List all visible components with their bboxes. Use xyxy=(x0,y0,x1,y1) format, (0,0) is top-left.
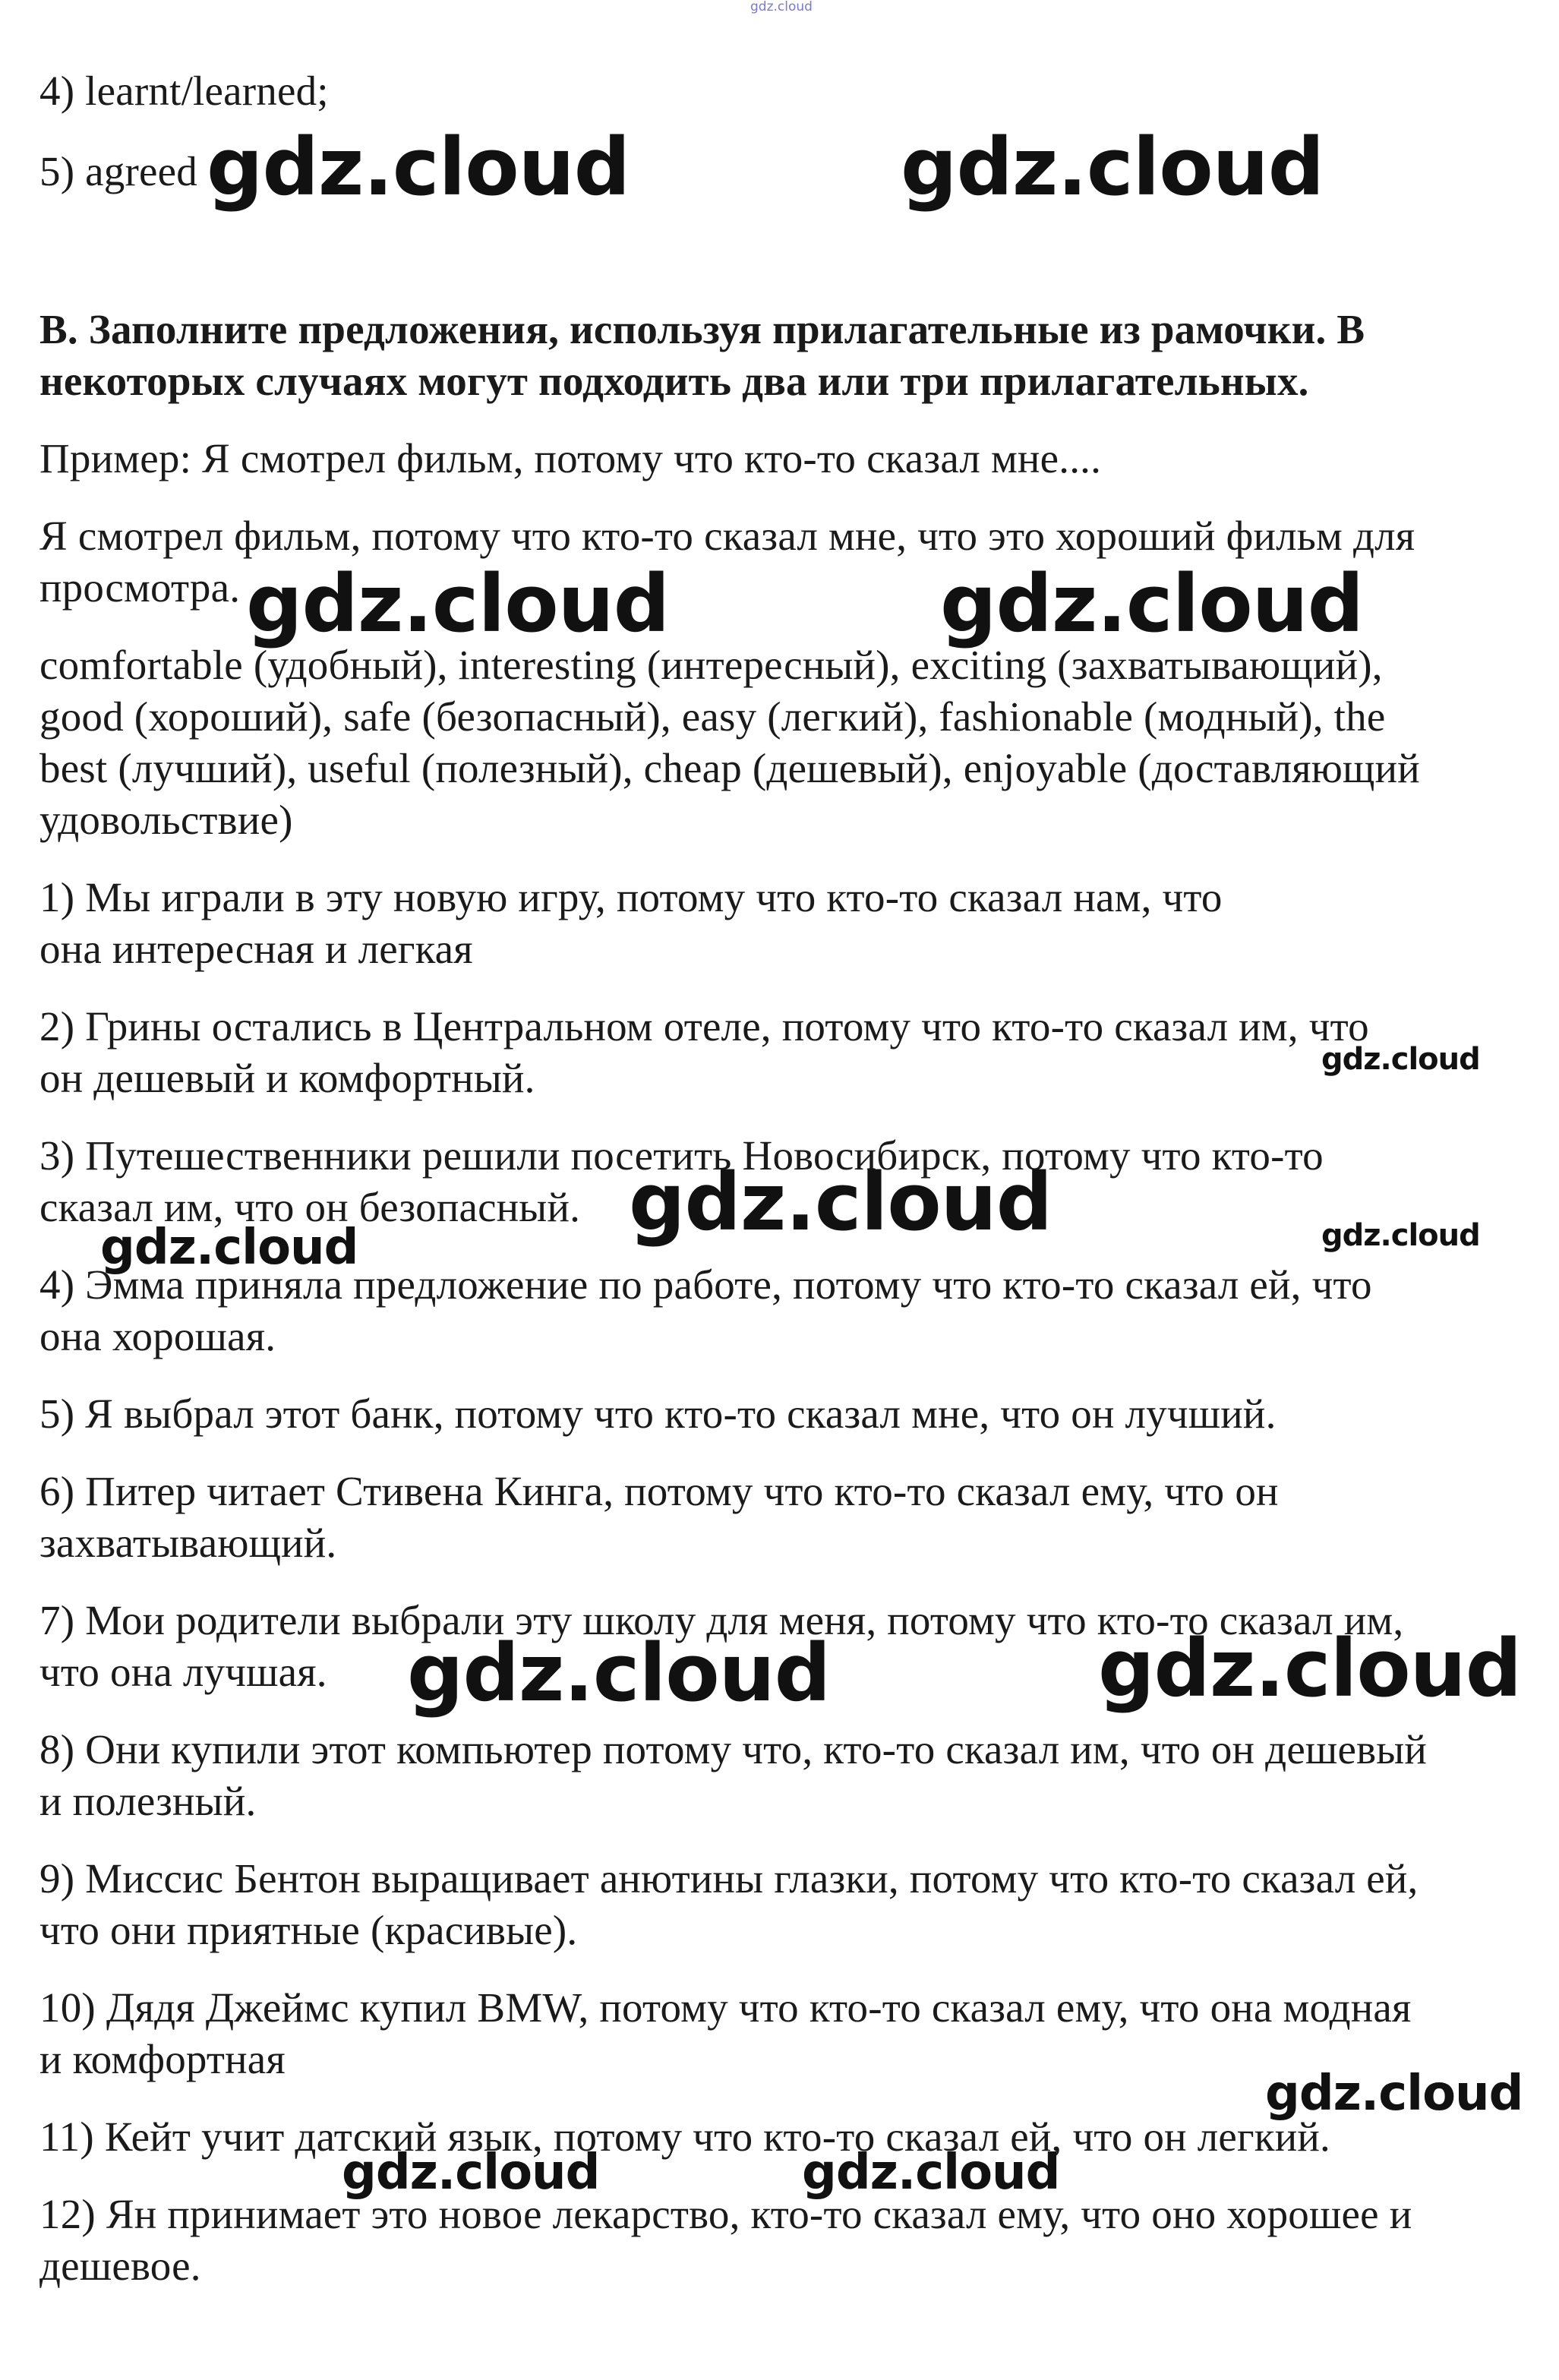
answer-5-line-1: 5) Я выбрал этот банк, потому что кто-то сказал мне, что он лучший. xyxy=(39,1390,1277,1437)
watermark: gdz.cloud xyxy=(100,1220,358,1276)
answer-2-line-2: он дешевый и комфортный. xyxy=(39,1055,535,1101)
answer-3-line-2: сказал им, что он безопасный. xyxy=(39,1184,581,1230)
answer-4-line-1: 4) Эмма приняла предложение по работе, потому что кто-то сказал ей, что xyxy=(39,1261,1372,1308)
answer-7-line-2: что она лучшая. xyxy=(39,1649,327,1695)
task-title-line-2: некоторых случаях могут подходить два или три прилагательных. xyxy=(39,358,1309,404)
watermark: gdz.cloud xyxy=(407,1627,831,1719)
answer-6-line-1: 6) Питер читает Стивена Кинга, потому что кто-то сказал ему, что он xyxy=(39,1468,1279,1514)
task-title-line-1: B. Заполните предложения, используя прилагательные из рамочки. В xyxy=(39,306,1365,352)
watermark: gdz.cloud xyxy=(1265,2066,1523,2122)
watermark: gdz.cloud xyxy=(901,121,1324,213)
answer-3-line-1: 3) Путешественники решили посетить Новосибирск, потому что кто-то xyxy=(39,1132,1324,1179)
answer-12-line-1: 12) Ян принимает это новое лекарство, кто-то сказал ему, что оно хорошее и xyxy=(39,2191,1412,2237)
prev-answer-4: 4) learnt/learned; xyxy=(39,68,329,114)
prev-answer-5: 5) agreed xyxy=(39,148,197,194)
example-answer-line-2: просмотра. xyxy=(39,564,241,611)
answer-10-line-1: 10) Дядя Джеймс купил BMW, потому что кто-то сказал ему, что она модная xyxy=(39,1984,1412,2031)
answer-12-line-2: дешевое. xyxy=(39,2243,201,2289)
watermark: gdz.cloud xyxy=(207,121,630,213)
watermark: gdz.cloud xyxy=(802,2145,1060,2201)
answer-9-line-2: что они приятные (красивые). xyxy=(39,1907,578,1953)
answer-4-line-2: она хорошая. xyxy=(39,1313,276,1359)
word-box-line-3: best (лучший), useful (полезный), cheap (дешевый), enjoyable (доставляющий xyxy=(39,745,1420,791)
watermark: gdz.cloud xyxy=(246,557,670,650)
answer-6-line-2: захватывающий. xyxy=(39,1520,337,1566)
watermark: gdz.cloud xyxy=(1321,1042,1480,1077)
watermark: gdz.cloud xyxy=(1321,1218,1480,1253)
word-box-line-4: удовольствие) xyxy=(39,797,293,843)
watermark: gdz.cloud xyxy=(1098,1622,1522,1715)
word-box-line-2: good (хороший), safe (безопасный), easy (легкий), fashionable (модный), the xyxy=(39,693,1386,740)
answer-10-line-2: и комфортная xyxy=(39,2036,286,2082)
answer-1-line-1: 1) Мы играли в эту новую игру, потому что кто-то сказал нам, что xyxy=(39,874,1223,920)
example-prompt: Пример: Я смотрел фильм, потому что кто-то сказал мне.... xyxy=(39,435,1102,481)
word-box-line-1: comfortable (удобный), interesting (интересный), exciting (захватывающий), xyxy=(39,642,1383,688)
answer-11-line-1: 11) Кейт учит датский язык, потому что кто-то сказал ей, что он легкий. xyxy=(39,2113,1330,2160)
answer-1-line-2: она интересная и легкая xyxy=(39,926,473,972)
example-answer-line-1: Я смотрел фильм, потому что кто-то сказал мне, что это хороший фильм для xyxy=(39,513,1415,559)
answer-8-line-2: и полезный. xyxy=(39,1778,257,1824)
answer-8-line-1: 8) Они купили этот компьютер потому что, кто-то сказал им, что он дешевый xyxy=(39,1726,1428,1772)
watermark: gdz.cloud xyxy=(629,1156,1052,1248)
header-watermark: gdz.cloud xyxy=(750,0,813,14)
watermark: gdz.cloud xyxy=(342,2145,600,2201)
watermark: gdz.cloud xyxy=(940,557,1364,650)
answer-2-line-1: 2) Грины остались в Центральном отеле, потому что кто-то сказал им, что xyxy=(39,1003,1369,1050)
answer-9-line-1: 9) Миссис Бентон выращивает анютины глазки, потому что кто-то сказал ей, xyxy=(39,1855,1419,1902)
answer-7-line-1: 7) Мои родители выбрали эту школу для меня, потому что кто-то сказал им, xyxy=(39,1597,1404,1643)
